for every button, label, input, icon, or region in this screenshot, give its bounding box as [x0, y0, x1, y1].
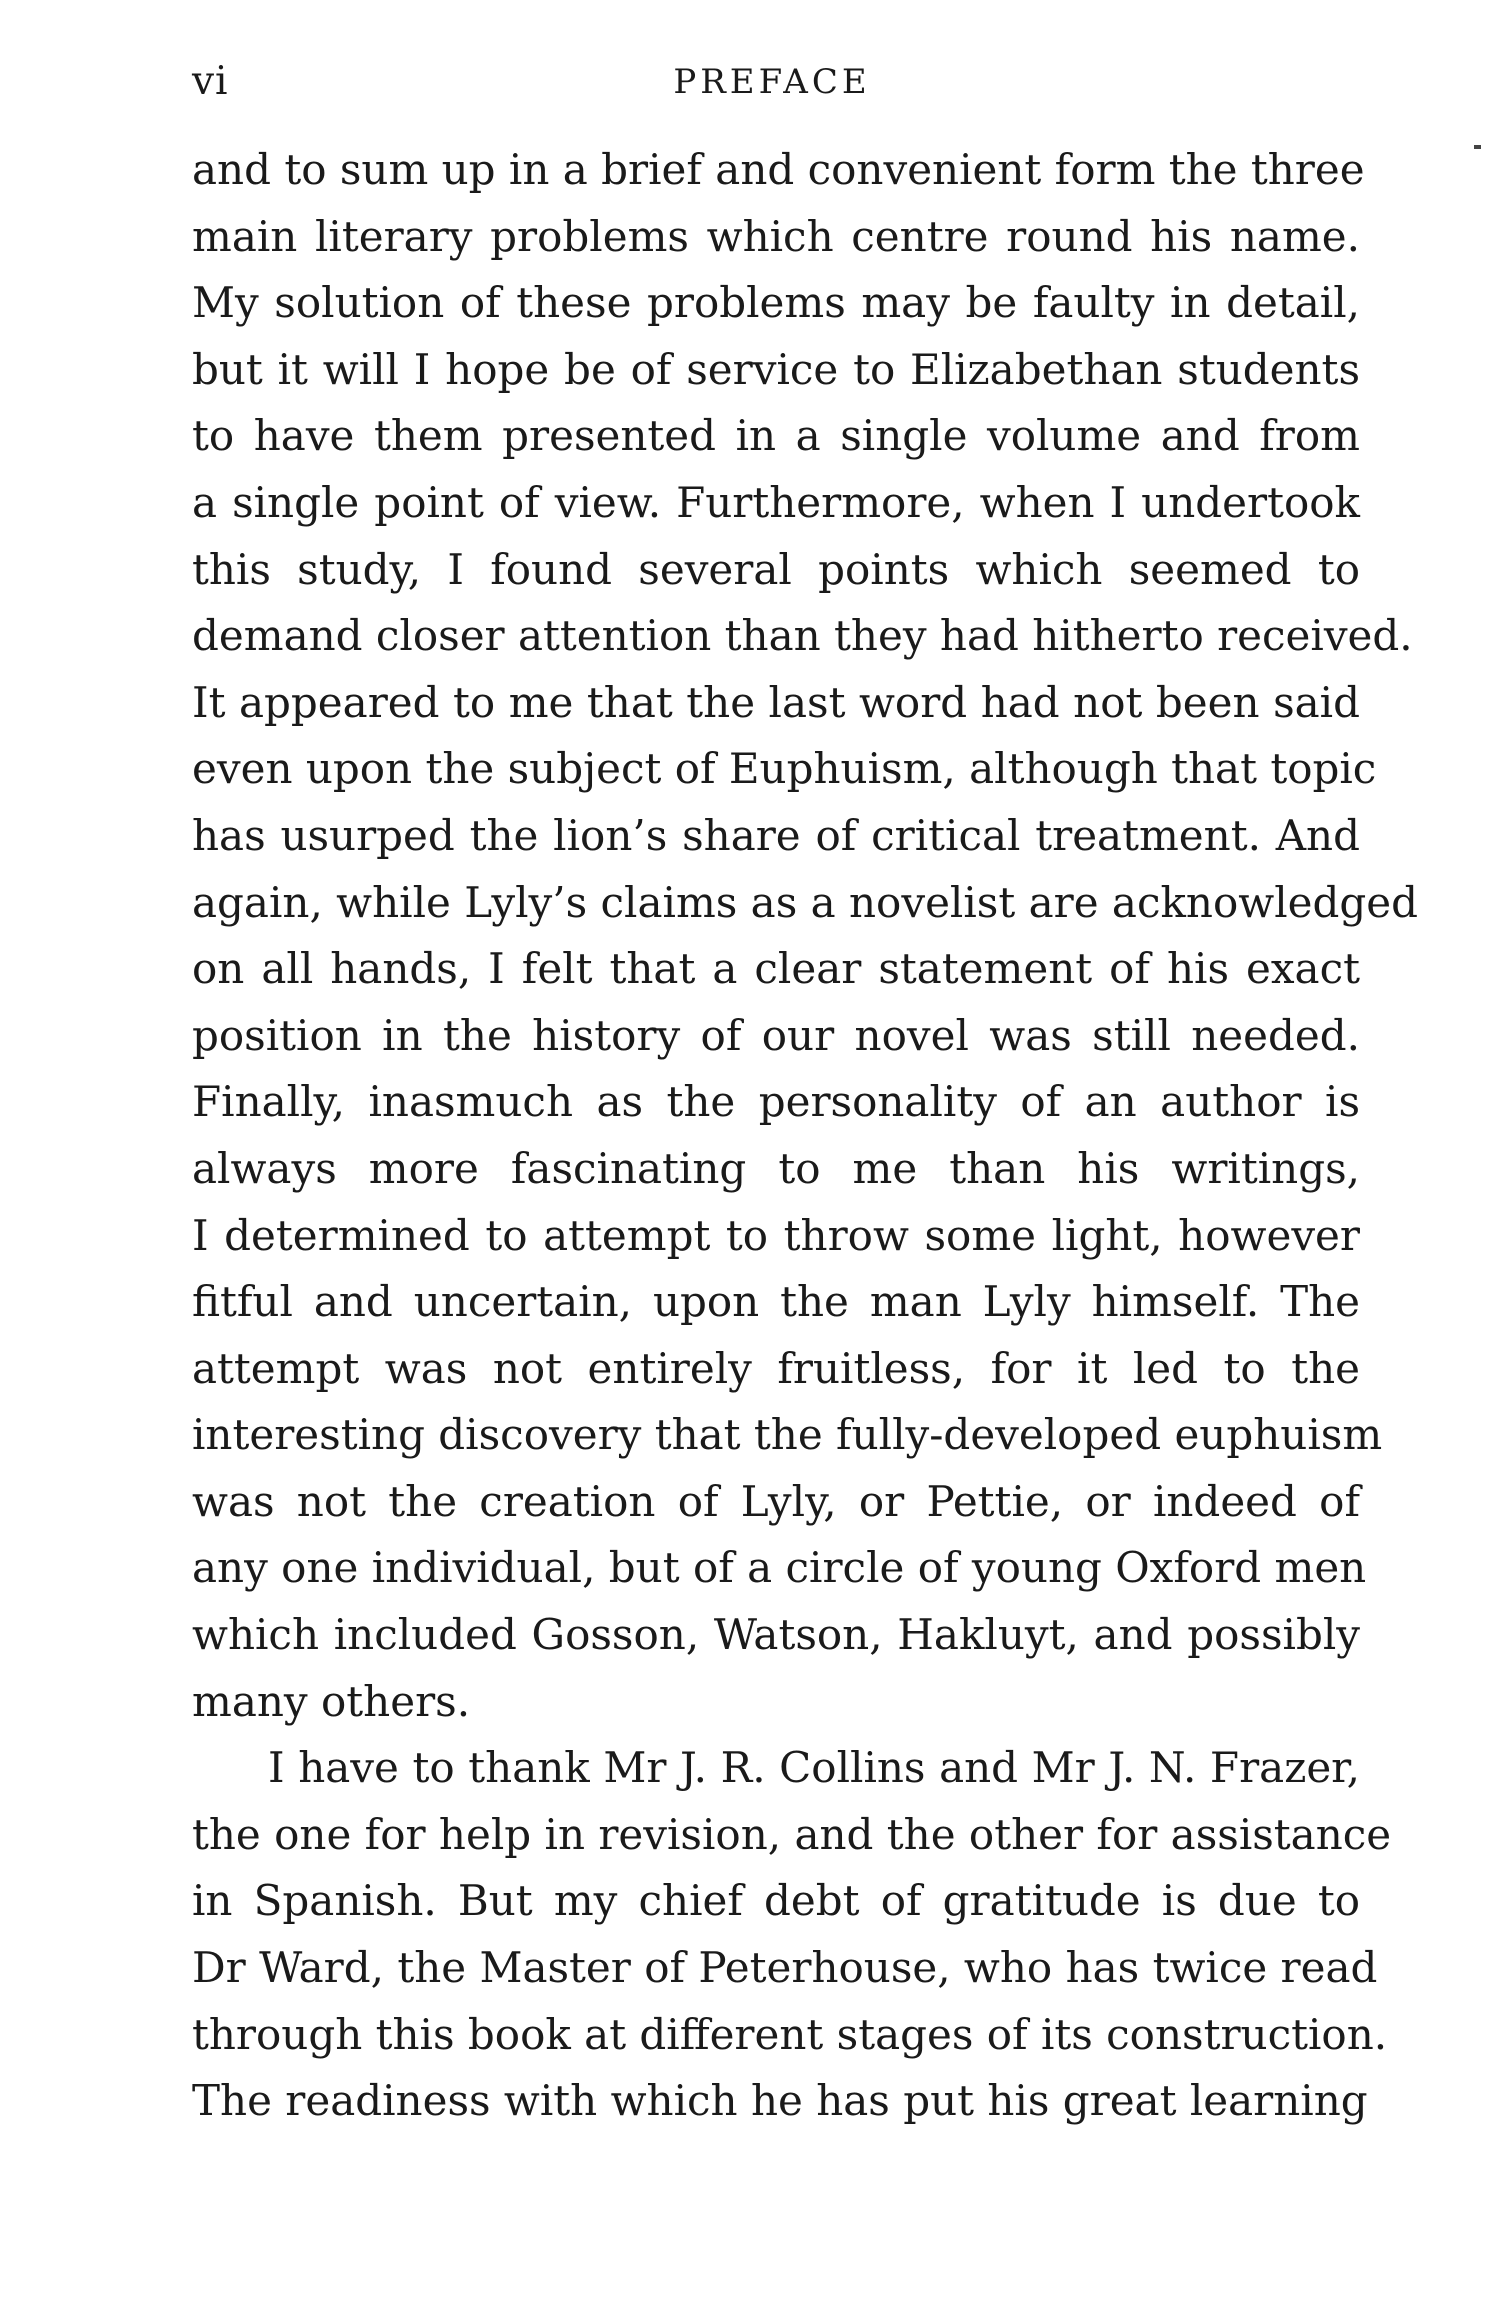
text-line: interesting discovery that the fully-developed euphuism [192, 1410, 1383, 1460]
text-line: My solution of these problems may be faulty in detail, [192, 278, 1360, 328]
text-line: again, while Lyly’s claims as a novelist are acknowledged [192, 877, 1418, 927]
text-line: demand closer attention than they had hitherto received. [192, 611, 1413, 661]
print-speck [1474, 145, 1481, 149]
text-line: The readiness with which he has put his great learning [192, 2076, 1368, 2126]
text-line: Dr Ward, the Master of Peterhouse, who has twice read [192, 1943, 1378, 1993]
text-line: I determined to attempt to throw some light, however [192, 1210, 1360, 1260]
text-line: even upon the subject of Euphuism, although that topic [192, 744, 1377, 794]
text-line: attempt was not entirely fruitless, for it led to the [192, 1343, 1360, 1393]
text-line: through this book at different stages of its construction. [192, 2009, 1388, 2059]
text-line: has usurped the lion’s share of critical treatment. And [192, 810, 1360, 860]
running-head [192, 52, 1352, 112]
text-line: but it will I hope be of service to Elizabethan students [192, 344, 1360, 394]
text-line: which included Gosson, Watson, Hakluyt, and possibly [192, 1610, 1360, 1660]
text-line: and to sum up in a brief and convenient form the three [192, 145, 1365, 194]
text-line: this study, I found several points which seemed to [192, 544, 1360, 594]
text-line: many others. [192, 1676, 471, 1726]
text-line: any one individual, but of a circle of young Oxford men [192, 1543, 1367, 1593]
text-line: on all hands, I felt that a clear statement of his exact [192, 944, 1360, 994]
text-line: I have to thank Mr J. R. Collins and Mr J. N. Frazer, [268, 1743, 1360, 1793]
text-line: the one for help in revision, and the other for assistance [192, 1809, 1392, 1859]
text-line: main literary problems which centre round his name. [192, 211, 1360, 261]
text-line: to have them presented in a single volume and from [192, 411, 1360, 461]
text-line: was not the creation of Lyly, or Pettie, or indeed of [192, 1476, 1360, 1526]
running-head-title: PREFACE [673, 62, 871, 102]
text-line: a single point of view. Furthermore, when I undertook [192, 477, 1360, 527]
page-number: vi [192, 59, 229, 104]
text-line: position in the history of our novel was still needed. [192, 1010, 1360, 1060]
text-line: in Spanish. But my chief debt of gratitude is due to [192, 1876, 1360, 1926]
text-line: always more fascinating to me than his writings, [192, 1143, 1360, 1193]
text-line: It appeared to me that the last word had not been said [192, 677, 1360, 727]
text-line: fitful and uncertain, upon the man Lyly himself. The [192, 1277, 1360, 1327]
paragraph-2 [192, 1735, 1392, 2135]
paragraph-1 [192, 137, 1418, 1735]
preface-body [192, 137, 1418, 2135]
text-line: Finally, inasmuch as the personality of an author is [192, 1077, 1360, 1127]
